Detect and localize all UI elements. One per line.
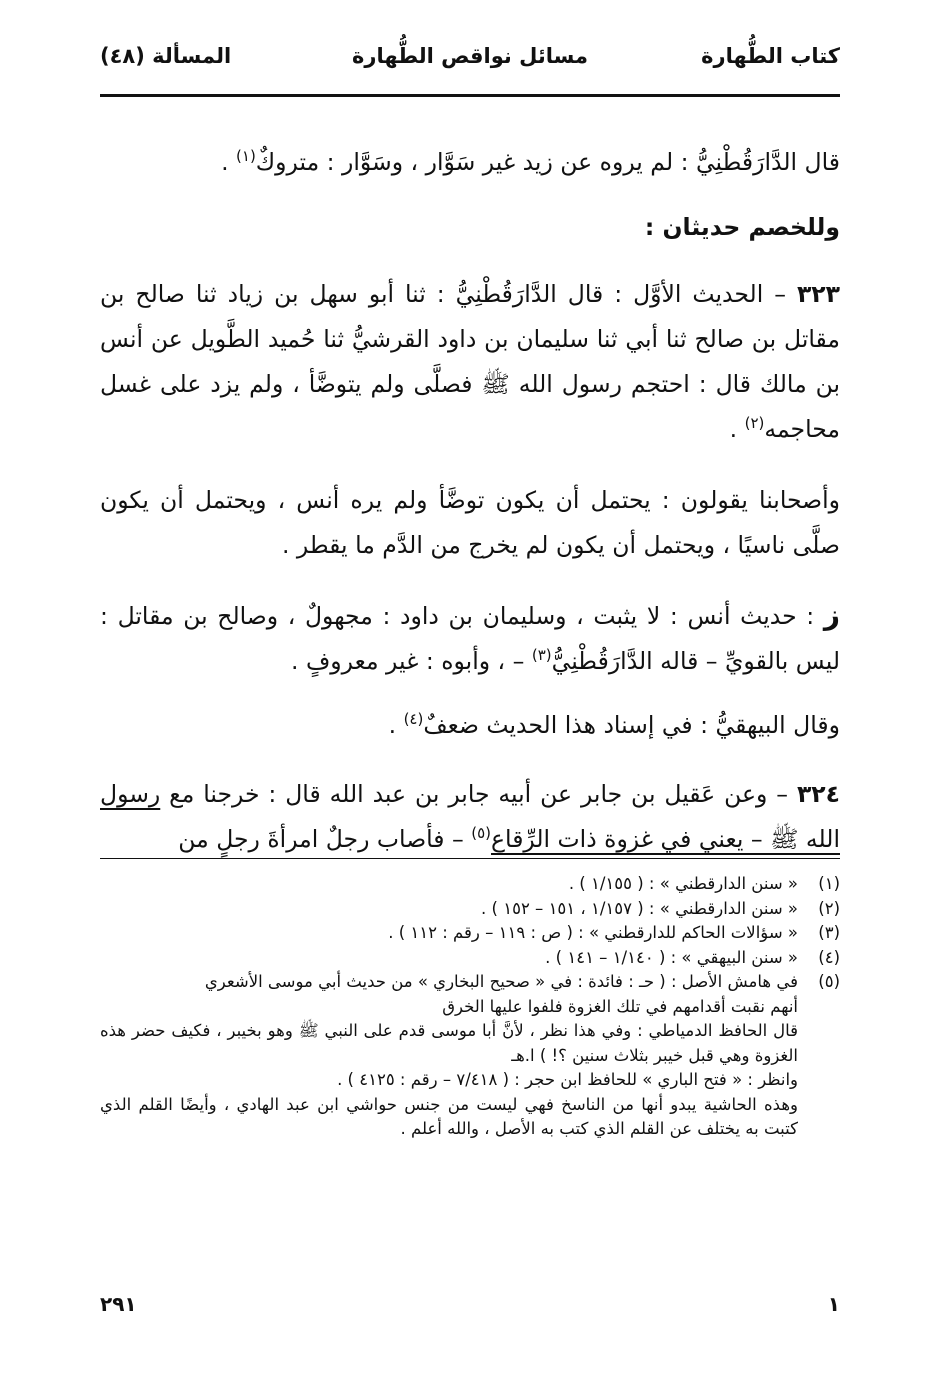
footnote-item — [100, 970, 840, 995]
footnote-continuation: وهذه الحاشية يبدو أنها من الناسخ فهي ليست من جنس حواشي ابن عبد الهادي ، وأيضًا القلم الذي كتبت به يختلف عن القلم الذي كتب به الأصل ، والله أعلم . — [100, 1094, 798, 1138]
paragraph-text: وقال البيهقيُّ : في إسناد هذا الحديث ضعفٌ — [423, 711, 840, 739]
paragraph-text: – الحديث الأوَّل : قال الدَّارَقُطْنِيُّ : ثنا أبو سهل بن زياد ثنا صالح بن مقاتل بن صالح ثنا أبي ثنا سليمان بن داود القرشيُّ ثنا حُميد الطَّويل عن أنس بن مالك قال : احتجم رسول الله ﷺ فصلَّى ولم يتوضَّأ ، ولم يزد على غسل محاجمه — [100, 280, 840, 443]
footnotes — [100, 872, 840, 1142]
footnote-number: (٣) — [818, 923, 840, 942]
hadith-number: ٣٢٤ — [796, 780, 840, 808]
footnote-number: (٥) — [818, 972, 840, 991]
footnote-text: « سؤالات الحاكم للدارقطني » : ( ص : ١١٩ – رقم : ١١٢ ) . — [388, 923, 798, 942]
paragraph-bayhaqi — [100, 703, 840, 748]
paragraph-end: . — [729, 415, 745, 443]
footnote-continuation: أنهم نقبت أقدامهم في تلك الغزوة فلفوا عليها الخرق — [442, 996, 798, 1016]
paragraph-text: قال الدَّارَقُطْنِيُّ : لم يروه عن زيد غير سَوَّار ، وسَوَّار : متروكٌ — [255, 148, 840, 176]
footnote-ref: (٤) — [403, 710, 424, 729]
paragraph-hadith-324 — [100, 772, 840, 862]
running-header — [100, 44, 840, 80]
footnote-item — [100, 897, 840, 922]
paragraph-text-cont: – ، وأبوه : غير معروفٍ . — [291, 647, 532, 675]
paragraph-zay-comment — [100, 592, 840, 684]
footnote-continuation: وانظر : « فتح الباري » للحافظ ابن حجر : ( ٧/٤١٨ – رقم : ٤١٢٥ ) . — [337, 1070, 798, 1089]
zay-mark: ز — [823, 598, 840, 631]
paragraph-text: وأصحابنا يقولون : يحتمل أن يكون توضَّأ ولم يره أنس ، ويحتمل أن يكون صلَّى ناسيًا ، ويحتمل أن يكون لم يخرج من الدَّم ما يقطر . — [100, 486, 840, 559]
footnote-number: (١) — [818, 874, 840, 893]
paragraph-end: . — [388, 711, 404, 739]
paragraph-hadith-323 — [100, 272, 840, 452]
header-rule — [100, 94, 840, 97]
footnote-ref: (٢) — [744, 414, 765, 433]
footnote-ref: (٥) — [471, 824, 492, 843]
footnote-text: « سنن الدارقطني » : ( ١/١٥٥ ) . — [568, 874, 798, 893]
paragraph-companions — [100, 478, 840, 568]
footnote-number: (٤) — [818, 947, 840, 967]
paragraph-text: – وعن عَقيل بن جابر عن أبيه جابر بن عبد الله قال : خرجنا مع — [160, 780, 797, 808]
paragraph-text: : حديث أنس : لا يثبت ، وسليمان بن داود : مجهولٌ ، وصالح بن مقاتل : ليس بالقويِّ – قاله الدَّارَقُطْنِيُّ — [100, 602, 840, 675]
footnote-text: في هامش الأصل : ( حـ : فائدة : في « صحيح البخاري » من حديث أبي موسى الأشعري — [204, 972, 798, 991]
footnote-ref: (٣) — [531, 646, 552, 665]
footnote-item — [100, 872, 840, 897]
footnote-separator — [100, 858, 840, 859]
page-footer — [100, 1292, 840, 1322]
footnote-item — [100, 946, 840, 971]
header-issue-number: المسألة (٤٨) — [100, 44, 232, 68]
footnote-text: « سنن الدارقطني » : ( ١/١٥٧ ، ١٥١ – ١٥٢ ) . — [481, 898, 798, 918]
page-number: ٢٩١ — [100, 1292, 137, 1316]
paragraph-daraqutni-quote — [100, 140, 840, 185]
paragraph-text: وللخصم حديثان : — [644, 213, 840, 241]
footnote-ref: (١) — [236, 147, 256, 166]
header-book-title: كتاب الطُّهارة — [701, 44, 840, 68]
hadith-number: ٣٢٣ — [796, 280, 840, 308]
paragraph-text-cont: – فأصاب رجلٌ امرأةَ رجلٍ من — [178, 825, 472, 853]
footnote-text: « سنن البيهقي » : ( ١/١٤٠ – ١٤١ ) . — [545, 947, 798, 967]
header-chapter-title: مسائل نواقص الطُّهارة — [352, 44, 588, 68]
paragraph-end: . — [221, 148, 237, 176]
footnote-continuation: قال الحافظ الدمياطي : وفي هذا نظر ، لأنَّ أبا موسى قدم على النبي ﷺ وهو بخيبر ، فكيف حضر هذه الغزوة وهي قبل خيبر بثلاث سنين ؟! ) ا.هـ — [100, 1021, 798, 1065]
footnote-number: (٢) — [818, 898, 840, 918]
paragraph-opponent-hadiths — [100, 205, 840, 250]
volume-number: ١ — [827, 1292, 840, 1316]
footnote-item — [100, 921, 840, 946]
underlined-text: رسول الله ﷺ – يعني في غزوة ذات الرِّقاع — [100, 780, 840, 853]
